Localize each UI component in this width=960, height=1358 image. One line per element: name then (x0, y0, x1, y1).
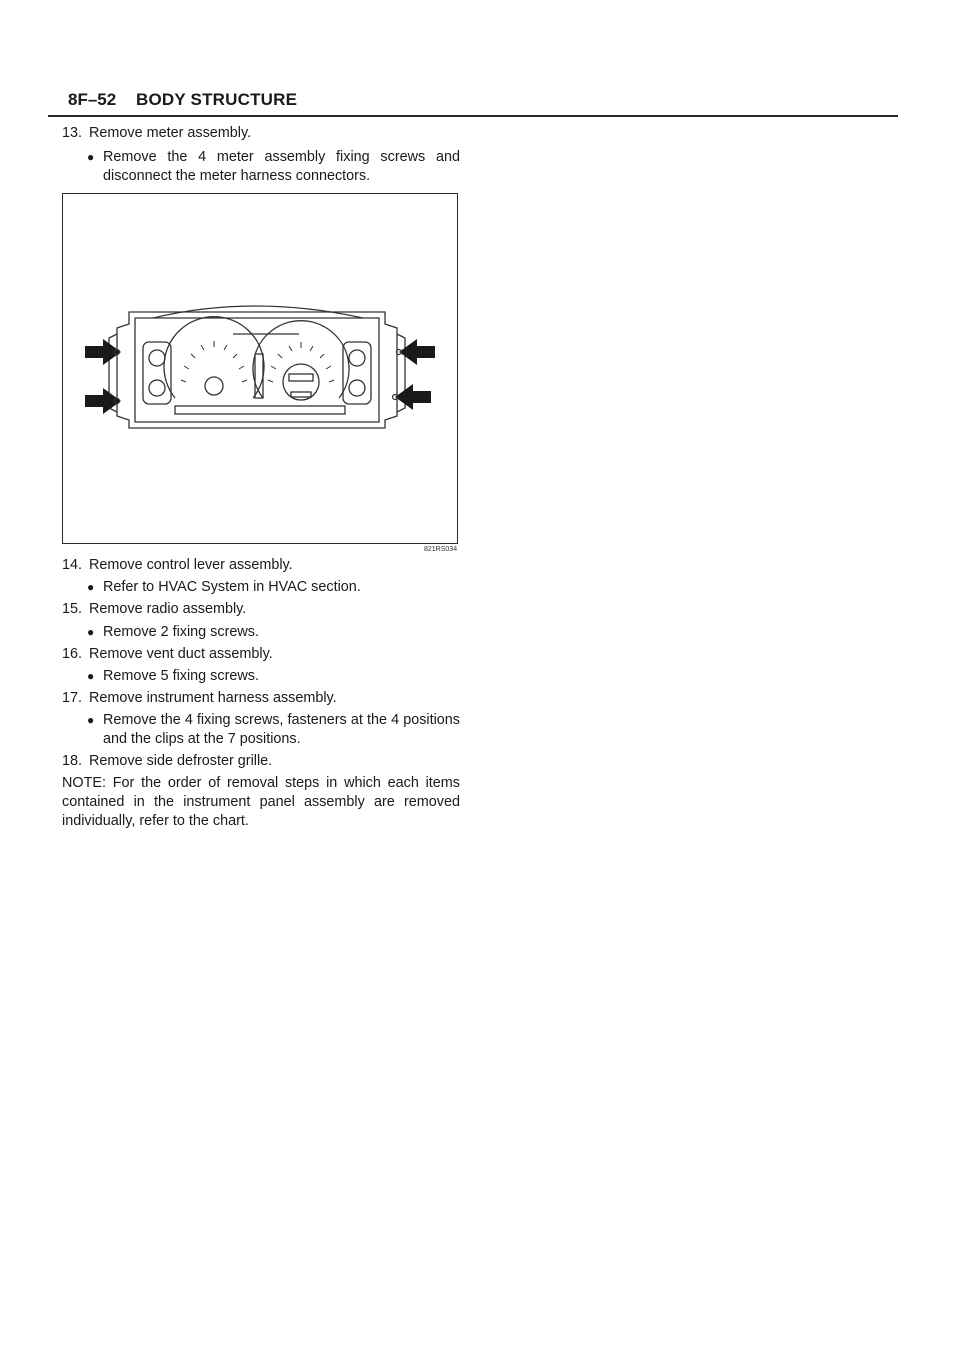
meter-assembly-illustration (63, 194, 457, 543)
step-text: Remove vent duct assembly. (89, 646, 273, 662)
bullet-icon: ● (87, 713, 95, 727)
figure-meter-assembly (62, 193, 458, 544)
step-13-bullet (87, 148, 460, 186)
section-title: BODY STRUCTURE (136, 90, 298, 109)
step-17-bullet (87, 711, 460, 749)
step-number: 18. (62, 753, 83, 769)
bullet-text: Remove the 4 fixing screws, fasteners at the 4 positions and the clips at the 7 positions. (103, 712, 460, 747)
note-paragraph: NOTE: For the order of removal steps in which each items contained in the instrument panel assembly are removed individually, refer to the chart. (62, 775, 460, 829)
step-13 (62, 124, 460, 143)
bullet-text: Remove 2 fixing screws. (103, 624, 259, 640)
step-text: Remove radio assembly. (89, 601, 247, 617)
page-number: 8F–52 (68, 90, 117, 109)
bullet-text: Remove 5 fixing screws. (103, 668, 259, 684)
bullet-icon: ● (87, 625, 95, 639)
step-text: Remove meter assembly. (89, 125, 252, 141)
figure-code: 821RS034 (424, 546, 458, 553)
step-18 (62, 752, 460, 771)
arrow-upper-left-icon (85, 339, 121, 365)
step-text: Remove control lever assembly. (89, 557, 293, 573)
step-16-bullet (87, 667, 460, 686)
step-number: 16. (62, 646, 83, 662)
step-16 (62, 645, 460, 664)
bullet-icon: ● (87, 580, 95, 594)
step-15 (62, 600, 460, 619)
step-14 (62, 556, 460, 575)
bullet-text: Remove the 4 meter assembly fixing screws and disconnect the meter harness connectors. (103, 149, 460, 184)
bullet-text: Refer to HVAC System in HVAC section. (103, 579, 361, 595)
step-17 (62, 689, 460, 708)
step-15-bullet (87, 623, 460, 642)
bullet-icon: ● (87, 150, 95, 164)
step-number: 14. (62, 557, 83, 573)
step-text: Remove side defroster grille. (89, 753, 273, 769)
step-number: 17. (62, 690, 83, 706)
step-14-bullet (87, 578, 460, 597)
step-number: 15. (62, 601, 83, 617)
step-number: 13. (62, 125, 83, 141)
arrow-lower-right-icon (395, 384, 431, 410)
arrow-lower-left-icon (85, 388, 121, 414)
page-header (48, 86, 898, 120)
header-rule (48, 115, 898, 117)
bullet-icon: ● (87, 669, 95, 683)
arrow-icons (85, 339, 435, 414)
step-text: Remove instrument harness assembly. (89, 690, 337, 706)
